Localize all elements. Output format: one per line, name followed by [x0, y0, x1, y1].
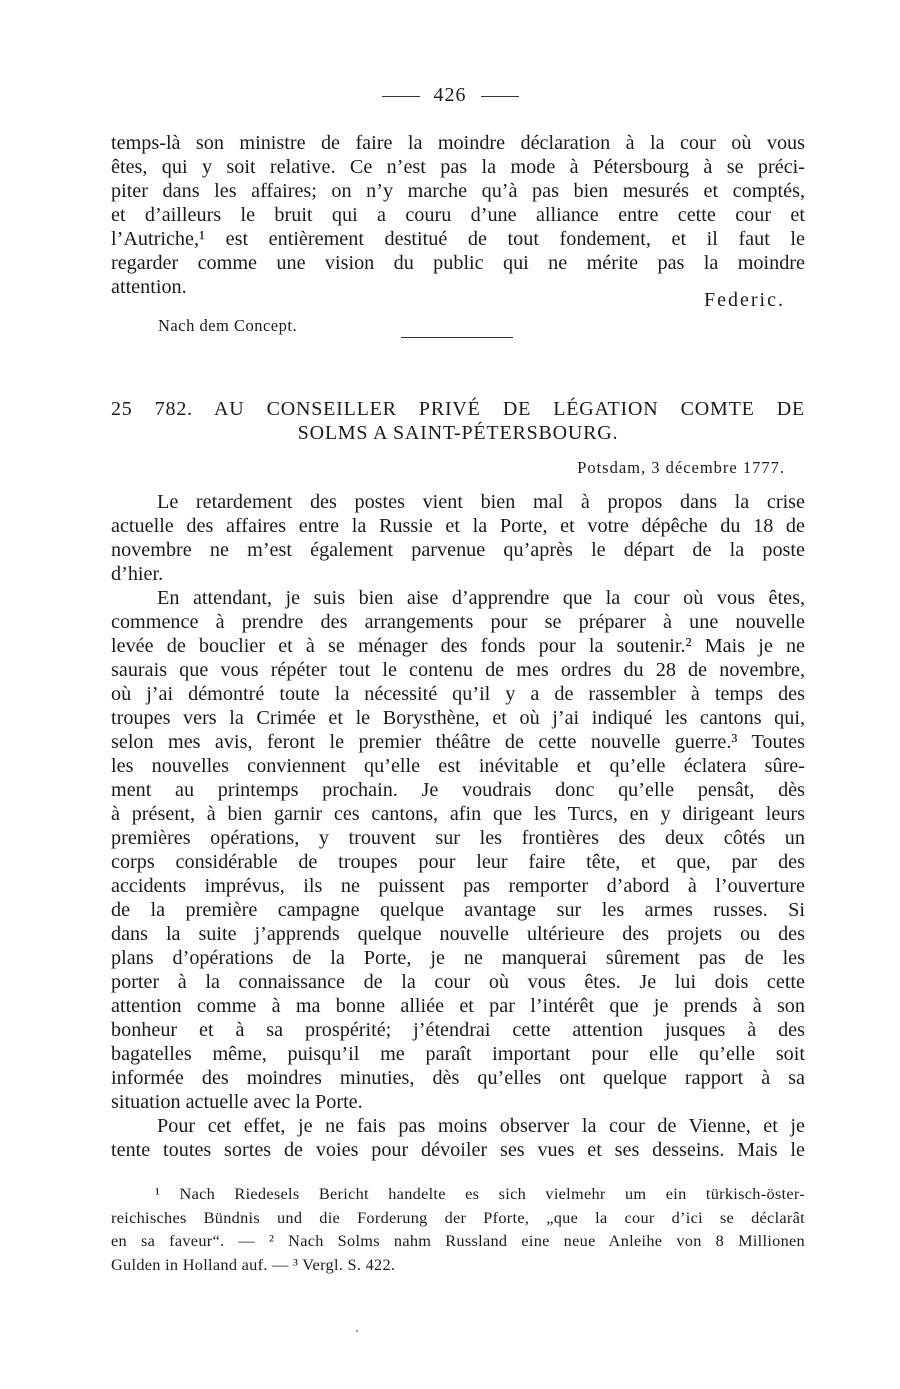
- text-line: êtes, qui y soit relative. Ce n’est pas la mode à Pétersbourg à se préci-: [111, 156, 805, 178]
- text-line: attention.: [111, 276, 187, 298]
- footnote-line: Gulden in Holland auf. — ³ Vergl. S. 422.: [111, 1254, 396, 1274]
- text-line: informée des moindres minuties, dès qu’elles ont quelque rapport à sa: [111, 1067, 805, 1089]
- print-speck: [356, 1330, 358, 1332]
- text-line: de la première campagne quelque avantage sur les armes russes. Si: [111, 899, 805, 921]
- footnote-line: en sa faveur“. — ² Nach Solms nahm Russland eine neue Anleihe von 8 Millionen: [111, 1231, 805, 1250]
- text-line: piter dans les affaires; on n’y marche qu’à pas bien mesurés et comptés,: [111, 180, 805, 202]
- text-line: actuelle des affaires entre la Russie et la Porte, et votre dépêche du 18 de: [111, 515, 805, 537]
- text-line: les nouvelles conviennent qu’elle est inévitable et qu’elle éclatera sûre-: [111, 755, 805, 777]
- text-line: accidents imprévus, ils ne puissent pas remporter d’abord à l’ouverture: [111, 875, 805, 897]
- continuation-paragraph: [111, 131, 805, 299]
- text-line: temps-là son ministre de faire la moindre déclaration à la cour où vous: [111, 132, 805, 154]
- text-line: attention comme à ma bonne alliée et par l’intérêt que je prends à son: [111, 995, 805, 1017]
- letter-heading-line-2: SOLMS A SAINT-PÉTERSBOURG.: [297, 422, 619, 444]
- text-line: novembre ne m’est également parvenue qu’après le départ de la poste: [111, 539, 805, 561]
- footnotes: [111, 1182, 805, 1276]
- text-line: selon mes avis, feront le premier théâtre de cette nouvelle guerre.³ Toutes: [111, 731, 805, 753]
- letter-paragraph-1: [111, 490, 805, 586]
- text-line: Le retardement des postes vient bien mal à propos dans la crise: [157, 491, 805, 513]
- text-line: bagatelles même, puisqu’il me paraît important pour elle qu’elle soit: [111, 1043, 805, 1065]
- text-line: bonheur et à sa prospérité; j’étendrai cette attention jusques à des: [111, 1019, 805, 1041]
- text-line: saurais que vous répéter tout le contenu de mes ordres du 28 de novembre,: [111, 659, 805, 681]
- text-line: d’hier.: [111, 563, 164, 585]
- source-note: Nach dem Concept.: [158, 316, 298, 335]
- text-line: ment au printemps prochain. Je voudrais donc qu’elle pensât, dès: [111, 779, 805, 801]
- text-line: En attendant, je suis bien aise d’apprendre que la cour où vous êtes,: [157, 587, 805, 609]
- signature: Federic.: [704, 289, 785, 311]
- text-line: porter à la connaissance de la cour où vous êtes. Je lui dois cette: [111, 971, 805, 993]
- letter-paragraph-2: [111, 586, 805, 1114]
- text-line: Pour cet effet, je ne fais pas moins observer la cour de Vienne, et je: [157, 1115, 805, 1137]
- header-dash-right: [481, 96, 519, 97]
- text-line: corps considérable de troupes pour leur faire tête, et que, par des: [111, 851, 805, 873]
- text-line: l’Autriche,¹ est entièrement destitué de tout fondement, et il faut le: [111, 228, 805, 250]
- letter-heading-line-1: 25 782. AU CONSEILLER PRIVÉ DE LÉGATION COMTE DE: [111, 398, 805, 420]
- text-line: regarder comme une vision du public qui ne mérite pas la moindre: [111, 252, 805, 274]
- page-number: 426: [433, 84, 467, 106]
- text-line: et d’ailleurs le bruit qui a couru d’une alliance entre cette cour et: [111, 204, 805, 226]
- page-header: [0, 84, 900, 107]
- text-line: situation actuelle avec la Porte.: [111, 1091, 363, 1113]
- text-line: commence à prendre des arrangements pour se préparer à une nouvelle: [111, 611, 805, 633]
- text-line: tente toutes sortes de voies pour dévoiler ses vues et ses desseins. Mais le: [111, 1139, 805, 1161]
- section-divider: [401, 337, 513, 338]
- text-line: levée de bouclier et à se ménager des fonds pour la soutenir.² Mais je ne: [111, 635, 805, 657]
- footnote-line: reichisches Bündnis und die Forderung der Pforte, „que la cour d’ici se déclarât: [111, 1207, 805, 1227]
- header-dash-left: [382, 96, 420, 97]
- letter-paragraph-3: [111, 1114, 805, 1162]
- text-line: à présent, à bien garnir ces cantons, afin que les Turcs, en y dirigeant leurs: [111, 803, 805, 825]
- place-date: Potsdam, 3 décembre 1777.: [577, 458, 785, 477]
- text-line: dans la suite j’apprends quelque nouvelle ultérieure des projets ou des: [111, 923, 805, 945]
- text-line: plans d’opérations de la Porte, je ne manquerai sûrement pas de les: [111, 947, 805, 969]
- text-line: premières opérations, y trouvent sur les frontières des deux côtés un: [111, 827, 805, 849]
- text-line: troupes vers la Crimée et le Borysthène, et où j’ai indiqué les cantons qui,: [111, 707, 805, 729]
- text-line: où j’ai démontré toute la nécessité qu’il y a de rassembler à temps des: [111, 683, 805, 705]
- footnote-line: ¹ Nach Riedesels Bericht handelte es sich vielmehr um ein türkisch-öster-: [155, 1184, 805, 1203]
